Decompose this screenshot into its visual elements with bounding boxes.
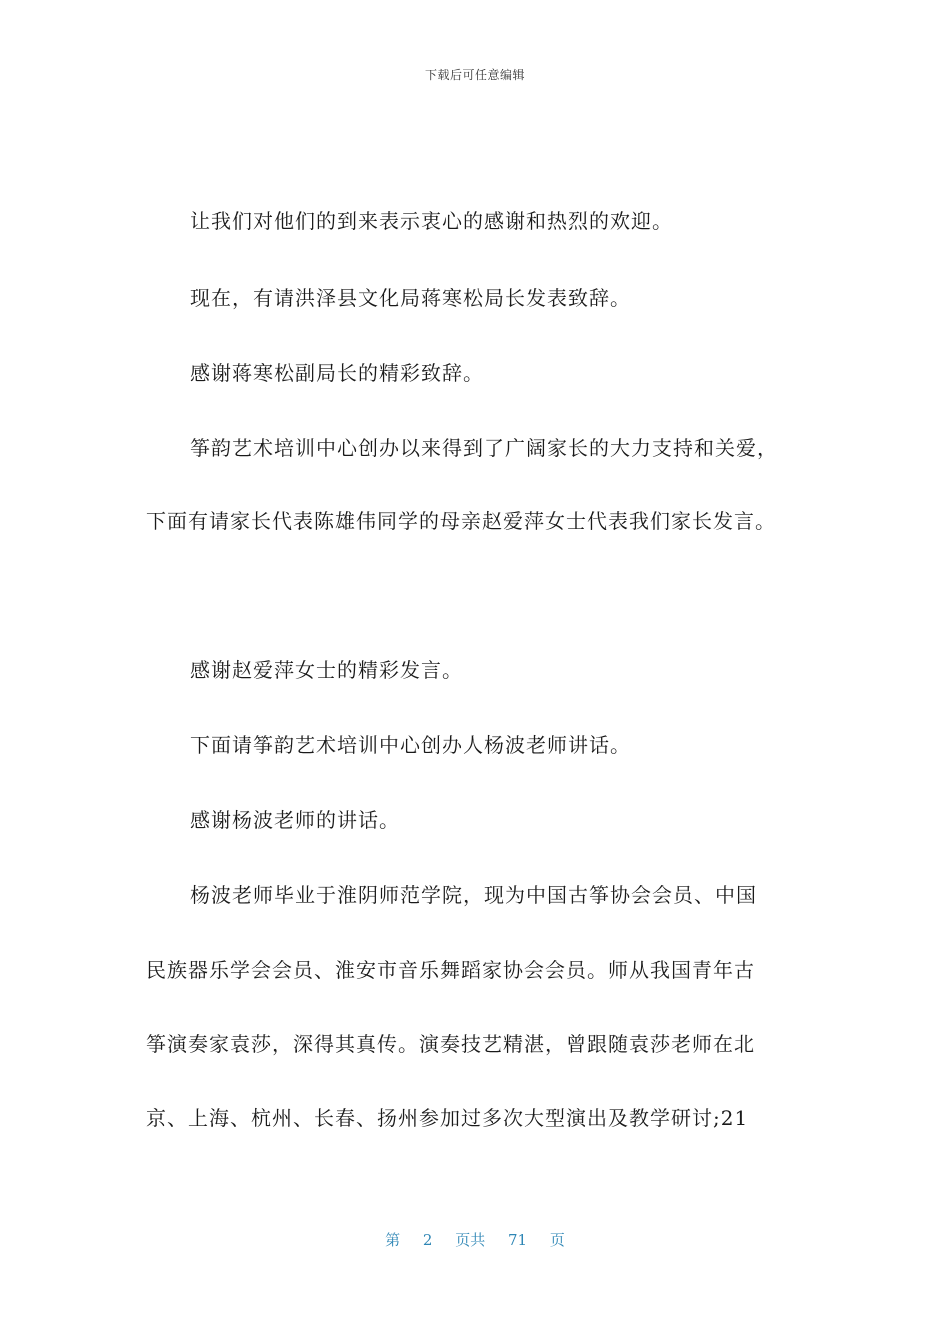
paragraph-line: 下面有请家长代表陈雄伟同学的母亲赵爱萍女士代表我们家长发言。	[146, 509, 776, 533]
paragraph-line: 让我们对他们的到来表示衷心的感谢和热烈的欢迎。	[190, 209, 673, 233]
page-footer	[0, 1229, 950, 1250]
paragraph-line: 杨波老师毕业于淮阴师范学院，现为中国古筝协会会员、中国	[190, 883, 757, 907]
paragraph-line: 感谢赵爱萍女士的精彩发言。	[190, 658, 463, 682]
footer-total-pages: 71	[508, 1231, 528, 1249]
paragraph-line: 现在，有请洪泽县文化局蒋寒松局长发表致辞。	[190, 286, 631, 310]
paragraph-line: 筝演奏家袁莎，深得其真传。演奏技艺精湛，曾跟随袁莎老师在北	[146, 1032, 755, 1056]
paragraph-line: 京、上海、杭州、长春、扬州参加过多次大型演出及教学研讨;21	[146, 1106, 749, 1130]
footer-page-number: 2	[422, 1231, 433, 1249]
paragraph-line: 筝韵艺术培训中心创办以来得到了广阔家长的大力支持和关爱，	[190, 436, 778, 460]
footer-suffix: 页	[549, 1231, 565, 1249]
paragraph-line: 民族器乐学会会员、淮安市音乐舞蹈家协会会员。师从我国青年古	[146, 958, 755, 982]
paragraph-line: 感谢蒋寒松副局长的精彩致辞。	[190, 361, 484, 385]
footer-middle: 页共	[455, 1231, 486, 1249]
paragraph-line: 感谢杨波老师的讲话。	[190, 808, 400, 832]
paragraph-line: 下面请筝韵艺术培训中心创办人杨波老师讲话。	[190, 733, 631, 757]
header-note: 下载后可任意编辑	[424, 68, 525, 82]
footer-prefix: 第	[385, 1231, 401, 1249]
